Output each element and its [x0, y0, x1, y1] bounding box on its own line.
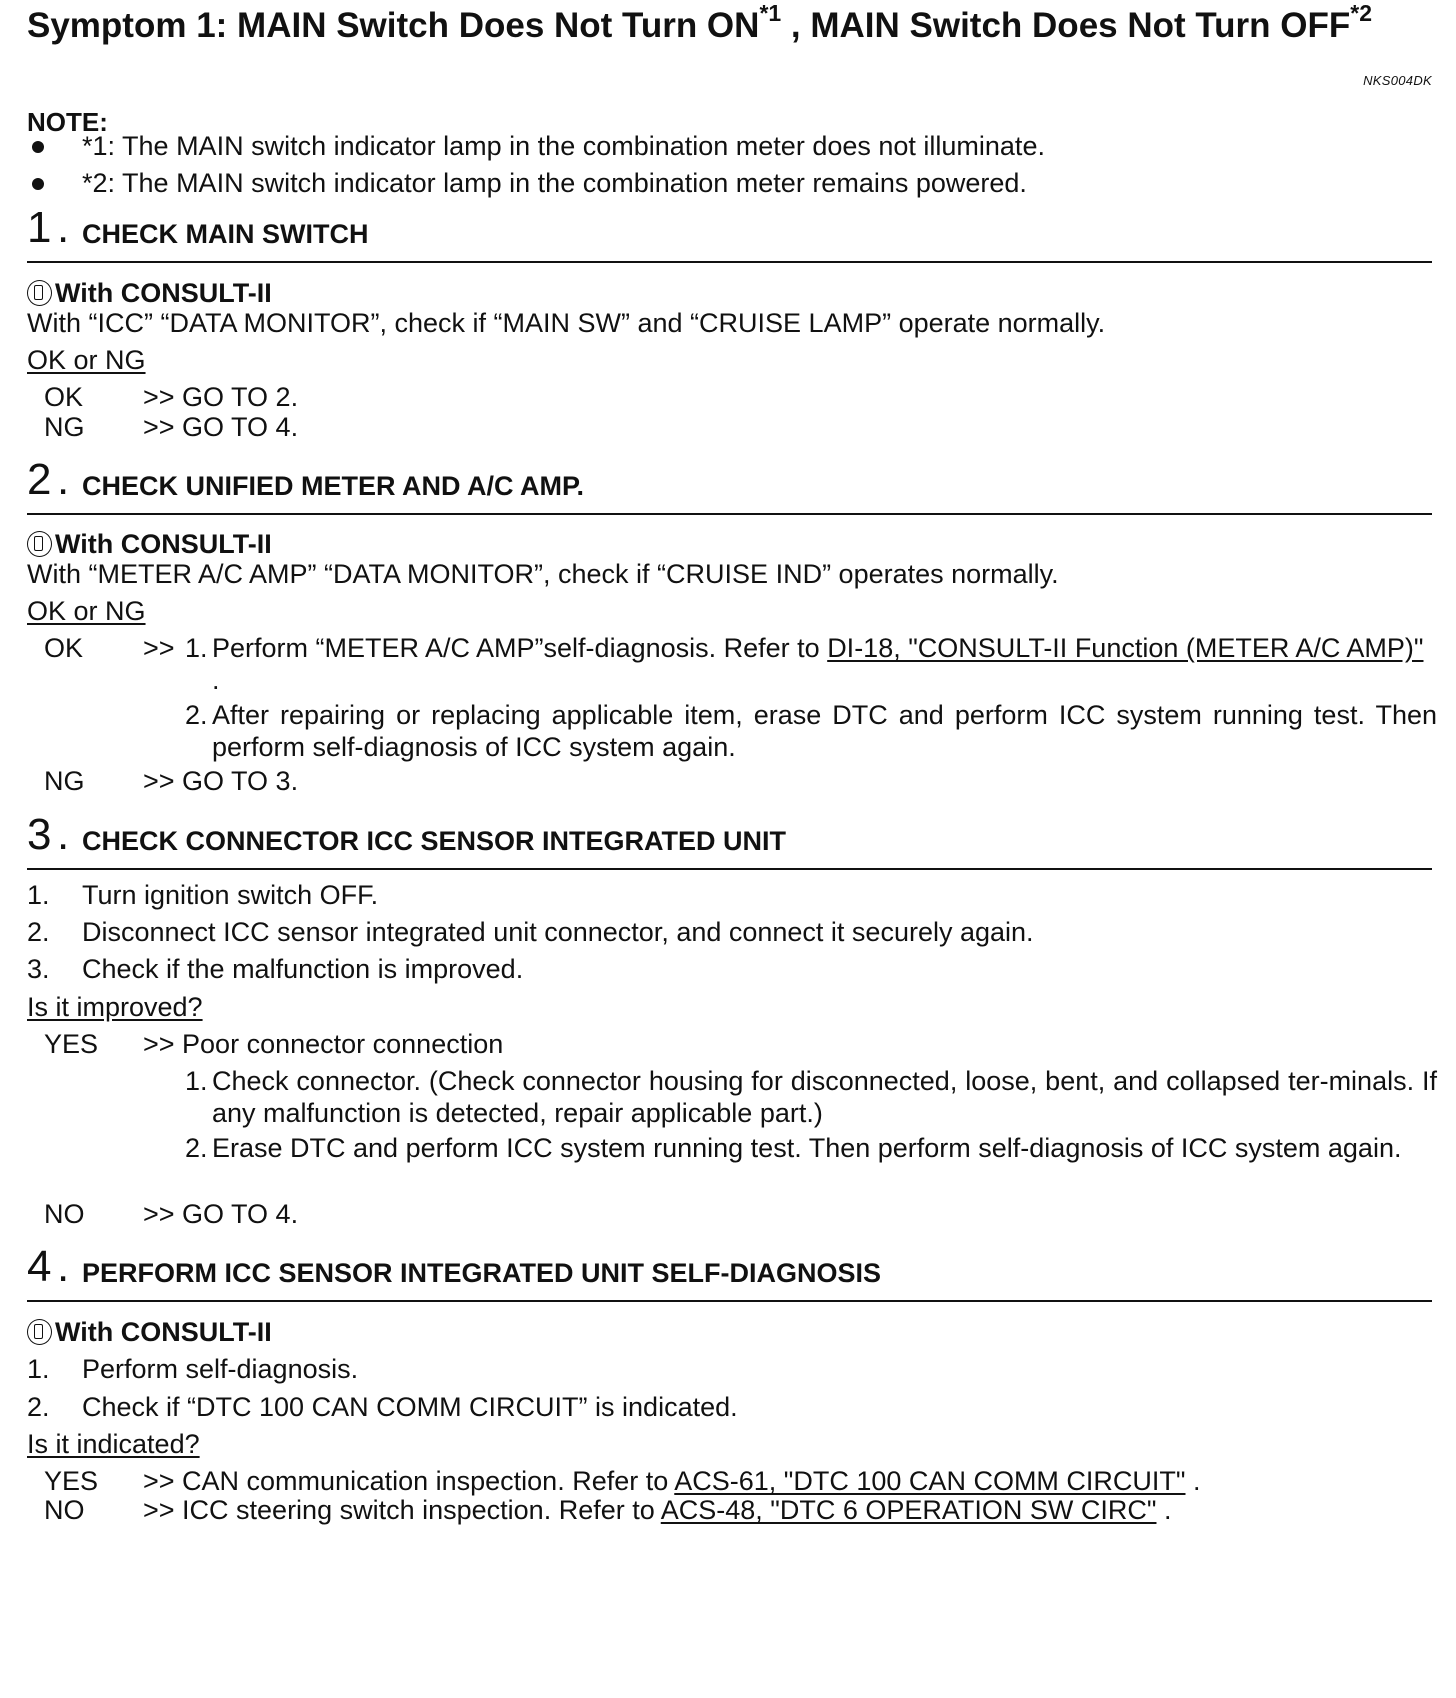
note-label: NOTE: — [27, 107, 108, 137]
reference-link[interactable]: ACS-48, "DTC 6 OPERATION SW CIRC" — [660, 1495, 1157, 1525]
arrow-marker: >> — [143, 633, 175, 663]
action-text: >> GO TO 2. — [143, 382, 299, 412]
note-text: *2: The MAIN switch indicator lamp in the combination meter remains powered. — [82, 168, 1027, 198]
answer-yes: YES — [44, 1029, 99, 1059]
step-number: 3 — [27, 810, 52, 859]
step-number: 4 — [27, 1242, 52, 1291]
action-text: >> GO TO 3. — [143, 766, 299, 796]
action-text: >> ICC steering switch inspection. Refer to ACS-48, "DTC 6 OPERATION SW CIRC" . — [143, 1495, 1172, 1525]
step-title: PERFORM ICC SENSOR INTEGRATED UNIT SELF-DIAGNOSIS — [82, 1258, 882, 1288]
consult-tool-icon — [27, 531, 52, 557]
action-text: >> CAN communication inspection. Refer to ACS-61, "DTC 100 CAN COMM CIRCUIT" . — [143, 1466, 1201, 1496]
answer-ng: NG — [44, 412, 85, 442]
step-number-period: . — [57, 810, 70, 859]
footnote-marker-1: *1 — [759, 0, 782, 27]
reference-link[interactable]: ACS-61, "DTC 100 CAN COMM CIRCUIT" — [674, 1466, 1186, 1496]
note-text: *1: The MAIN switch indicator lamp in the combination meter does not illuminate. — [82, 131, 1045, 161]
reference-link[interactable]: DI-18, "CONSULT-II Function (METER A/C AMP)" — [827, 633, 1424, 663]
answer-no: NO — [44, 1199, 85, 1229]
step-number: 2 — [27, 455, 52, 504]
step-number-period: . — [57, 203, 70, 252]
answer-ok: OK — [44, 382, 84, 412]
step-number-period: . — [57, 455, 70, 504]
action-text: >> GO TO 4. — [143, 412, 299, 442]
step-2-header — [27, 455, 1432, 515]
step-number: 1 — [27, 203, 52, 252]
bullet-icon — [32, 178, 44, 190]
action-text: >> GO TO 4. — [143, 1199, 299, 1229]
consult-heading: With CONSULT-II — [27, 277, 272, 309]
document-id: NKS004DK — [1363, 73, 1432, 88]
answer-ng: NG — [44, 766, 85, 796]
question-label: Is it indicated? — [27, 1429, 200, 1459]
step-1-instruction: With “ICC” “DATA MONITOR”, check if “MAIN SW” and “CRUISE LAMP” operate normally. — [27, 308, 1106, 338]
ok-or-ng-label: OK or NG — [27, 345, 146, 375]
consult-tool-icon — [27, 1319, 52, 1345]
step-title: CHECK MAIN SWITCH — [82, 219, 369, 249]
action-text: >> Poor connector connection — [143, 1029, 504, 1059]
ok-or-ng-label: OK or NG — [27, 596, 146, 626]
consult-heading: With CONSULT-II — [27, 528, 272, 560]
question-label: Is it improved? — [27, 992, 203, 1022]
consult-tool-icon — [27, 280, 52, 306]
footnote-marker-2: *2 — [1350, 0, 1372, 27]
answer-yes: YES — [44, 1466, 99, 1496]
step-2-instruction: With “METER A/C AMP” “DATA MONITOR”, check if “CRUISE IND” operates normally. — [27, 559, 1059, 589]
title-part-1: Symptom 1: MAIN Switch Does Not Turn ON — [27, 6, 760, 45]
step-title: CHECK UNIFIED METER AND A/C AMP. — [82, 471, 585, 501]
step-3-header — [27, 810, 1432, 870]
title-part-2: , MAIN Switch Does Not Turn OFF — [781, 6, 1351, 45]
answer-no: NO — [44, 1495, 85, 1525]
consult-heading: With CONSULT-II — [27, 1316, 272, 1348]
step-number-period: . — [57, 1242, 70, 1291]
step-title: CHECK CONNECTOR ICC SENSOR INTEGRATED UNIT — [82, 826, 787, 856]
answer-ok: OK — [44, 633, 84, 663]
step-4-header — [27, 1242, 1432, 1302]
page-title — [27, 0, 1432, 48]
step-1-header — [27, 203, 1432, 263]
bullet-icon — [32, 141, 44, 153]
